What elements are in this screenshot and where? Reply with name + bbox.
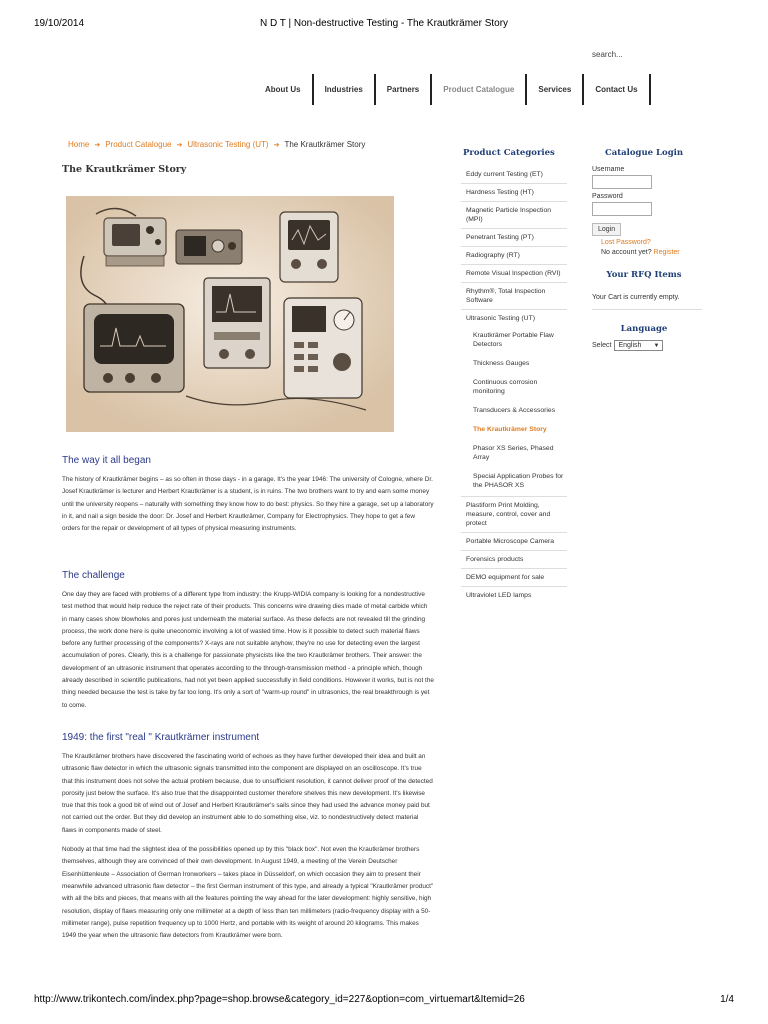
- breadcrumb-ultrasonic-testing[interactable]: Ultrasonic Testing (UT): [187, 140, 269, 149]
- breadcrumb-separator-icon: ➔: [273, 142, 280, 149]
- print-header: [34, 18, 734, 30]
- instrument-top-right: [280, 212, 338, 282]
- article-section-challenge: [62, 570, 434, 712]
- username-label: Username: [592, 166, 625, 173]
- subcategory-transducers[interactable]: Transducers & Accessories: [473, 407, 556, 414]
- language-selected-value: English: [618, 342, 642, 349]
- register-line: [592, 249, 702, 256]
- breadcrumb-current: The Krautkrämer Story: [284, 140, 366, 149]
- breadcrumb-product-catalogue[interactable]: Product Catalogue: [105, 140, 172, 149]
- product-categories-sidebar: [461, 148, 567, 604]
- category-magnetic-particle[interactable]: Magnetic Particle Inspection (MPI): [461, 202, 567, 229]
- nav-product-catalogue[interactable]: Product Catalogue: [432, 74, 527, 105]
- subcategory-portable-flaw-detectors[interactable]: Krautkrämer Portable Flaw Detectors: [473, 332, 554, 348]
- nav-industries[interactable]: Industries: [314, 74, 376, 105]
- no-account-text: No account yet?: [601, 249, 652, 256]
- section-paragraph: Nobody at that time had the slightest idea of the possibilities opened up by this "black box". Not even the Krautkrämer brothers themselves, although they are convinced of their own development. In August 1949, a meeting of the Verein Deutscher Eisenhüttenleute – Association of German Ironworkers – takes place in Düsseldorf, on which occasion they aim to present their meanwhile advanced ultrasonic flaw detector – the first German instrument of this type, and already a typical "Krautkrämer product" with all the bits and pieces, that means with all the features pointing the way ahead for the later development: highly sensitive, high resolution, display of flaws measuring only one millimeter at a depth of less than ten millimeters (radio-frequency display with a 50-millimeter range), pulse repetition frequency up to 1000 Hertz, and portable with its weight of around 20 kilograms. This makes 1949 the year when the ultrasonic flaw detectors from Krautkrämer were born.: [62, 846, 434, 940]
- language-select[interactable]: [614, 340, 663, 351]
- section-heading: The challenge: [62, 570, 125, 581]
- breadcrumb-home[interactable]: Home: [68, 140, 90, 149]
- lost-password-text[interactable]: Lost Password?: [601, 239, 651, 246]
- instrument-middle: [204, 278, 270, 368]
- category-eddy-current[interactable]: Eddy current Testing (ET): [461, 166, 567, 184]
- catalogue-login-heading: Catalogue Login: [604, 148, 684, 158]
- section-paragraph: The history of Krautkrämer begins – as so often in those days - in a garage. It's the year 1946: The university of Cologne, where Dr. Josef Krautkrämer is lecturer and Herbert Krautkrämer is a student, is in ruins. The two brothers want to try and earn some money until the university reopens – naturally with something they know how to do best: physics. So they hire a garage, set up a laboratory in it, and nail a sign beside the door: Dr. Josef and Herbert Krautkrämer, Company for Electrophysics. They hope to get a few orders for the repair or development of all types of physical measuring instruments.: [62, 476, 434, 533]
- category-plastiform[interactable]: Plastiform Print Molding, measure, control, cover and protect: [461, 497, 567, 533]
- breadcrumb: [68, 140, 365, 149]
- cart-empty-text: Your Cart is currently empty.: [592, 294, 702, 310]
- subcategory-krautkramer-story[interactable]: The Krautkrämer Story: [473, 426, 547, 433]
- instrument-center: [176, 230, 242, 264]
- print-url: http://www.trikontech.com/index.php?page=shop.browse&category_id=227&option=com_virtuemart&Itemid=26: [34, 994, 525, 1005]
- print-date: 19/10/2014: [34, 18, 85, 29]
- language-row: [592, 340, 702, 351]
- nav-contact-us[interactable]: Contact Us: [584, 74, 650, 105]
- right-sidebar: [592, 148, 702, 351]
- category-remote-visual[interactable]: Remote Visual Inspection (RVI): [461, 265, 567, 283]
- category-ultrasonic[interactable]: Ultrasonic Testing (UT): [466, 315, 535, 322]
- nav-partners[interactable]: Partners: [376, 74, 432, 105]
- section-heading: The way it all began: [62, 455, 151, 466]
- language-select-label: Select: [592, 342, 612, 349]
- register-link[interactable]: Register: [653, 249, 680, 256]
- category-uv-led-lamps[interactable]: Ultraviolet LED lamps: [466, 592, 532, 599]
- print-page-title: N D T | Non-destructive Testing - The Krautkrämer Story: [259, 18, 509, 29]
- subcategory-special-probes[interactable]: Special Application Probes for the PHASOR XS: [461, 468, 567, 497]
- breadcrumb-separator-icon: ➔: [94, 142, 101, 149]
- print-page-number: 1/4: [720, 994, 734, 1005]
- search-input[interactable]: search...: [592, 50, 623, 59]
- lost-password-link[interactable]: [592, 239, 702, 246]
- category-forensics[interactable]: Forensics products: [461, 551, 567, 569]
- category-rhythm[interactable]: Rhythm®, Total Inspection Software: [461, 283, 567, 310]
- section-paragraph: One day they are faced with problems of a different type from industry: the Krupp-WIDIA company is looking for a nondestructive test method that would help reduce the reject rate of their products. This concerns wire drawing dies made of metal carbide which in many cases show blowholes and pores just underneath the material surface. As these defects are not revealed till the grinding process, the work done here is quite uneconomic involving a lot of wasted time. How is it possible to detect such material flaws before any further processing of the components? X-rays are not suitable anyhow, they're no use for detecting even the largest accumulation of pores. Clearly, this is a challenge for passionate physicists like the two Krautkrämer brothers. Their answer: the development of an ultrasonic instrument that operates according to the through-transmission method - a principle which, though already described in scientific publications, had not yet been applied successfully in field conditions. However it works, but is not the thing needed because the test is take by far too long. It's only a sort of "warm-up round" in ultrasonics, the real breakthrough is yet to come.: [62, 591, 434, 709]
- category-hardness[interactable]: Hardness Testing (HT): [461, 184, 567, 202]
- categories-heading: Product Categories: [463, 148, 555, 158]
- main-nav: [252, 74, 651, 105]
- page-title: The Krautkrämer Story: [62, 164, 187, 175]
- password-field[interactable]: [592, 202, 652, 216]
- rfq-heading: Your RFQ Items: [606, 270, 682, 280]
- nav-about-us[interactable]: About Us: [252, 74, 314, 105]
- category-penetrant[interactable]: Penetrant Testing (PT): [461, 229, 567, 247]
- section-paragraph: The Krautkrämer brothers have discovered the fascinating world of echoes as they have further developed their idea and built an ultrasonic flaw detector in which the ultrasonic signals transmitted into the component are displayed on an oscilloscope. It's true that this instrument does not solve the actual problem because, due to unsufficient resolution, it cannot deliver proof of the detected porosity just below the surface. It's also true that the disappointed customer therefore shelves this new development. It's likewise true that this took a good bit of wind out of Josef and Herbert Krautkrämer's sails since they had used the advance money paid but not carried out the order. But they did develop an instrument able to do something else, viz. to nondestructively detect material flaws in components made of steel.: [62, 753, 433, 834]
- instrument-left-screen: [84, 304, 184, 392]
- article-section-beginning: [62, 455, 434, 535]
- vintage-instruments-photo: [66, 196, 394, 432]
- category-radiography[interactable]: Radiography (RT): [461, 247, 567, 265]
- username-field[interactable]: [592, 175, 652, 189]
- breadcrumb-separator-icon: ➔: [176, 142, 183, 149]
- category-list: [461, 166, 567, 604]
- subcategory-thickness-gauges[interactable]: Thickness Gauges: [473, 360, 530, 367]
- category-demo-equipment[interactable]: DEMO equipment for sale: [461, 569, 567, 587]
- subcategory-phasor-xs[interactable]: Phasor XS Series, Phased Array: [473, 445, 554, 461]
- instrument-bottom-right: [284, 298, 362, 398]
- print-footer: [34, 994, 734, 1006]
- subcategory-corrosion-monitoring[interactable]: Continuous corrosion monitoring: [473, 379, 538, 395]
- category-microscope-camera[interactable]: Portable Microscope Camera: [461, 533, 567, 551]
- login-button[interactable]: Login: [592, 223, 621, 236]
- section-heading: 1949: the first "real " Krautkrämer instrument: [62, 732, 260, 743]
- nav-services[interactable]: Services: [527, 74, 584, 105]
- article-section-1949: [62, 732, 434, 942]
- password-label: Password: [592, 193, 623, 200]
- chevron-down-icon: ▼: [653, 342, 660, 349]
- language-heading: Language: [620, 324, 668, 334]
